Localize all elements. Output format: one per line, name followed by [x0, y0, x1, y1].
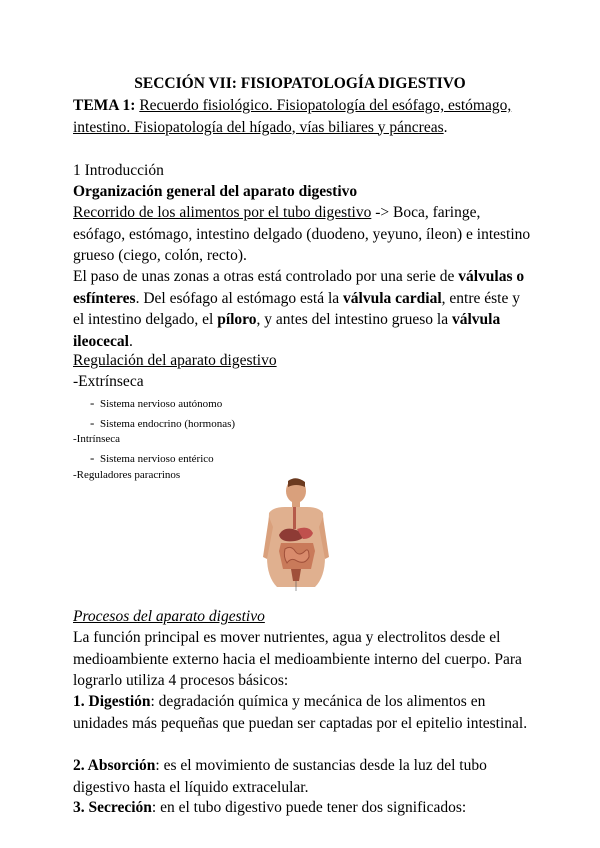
extrinseca-label: -Extrínseca	[73, 373, 144, 390]
proceso-label: 3. Secreción	[73, 799, 152, 816]
paso-bold-1: válvulas o esfínteres	[73, 268, 525, 307]
intrinseca-label: -Intrínseca	[73, 433, 121, 445]
paso-text-5: .	[128, 332, 133, 350]
proceso-label: 1. Digestión	[73, 693, 151, 710]
recorrido-heading: Recorrido de los alimentos por el tubo digestivo	[73, 204, 372, 221]
list-item	[90, 396, 222, 411]
anatomy-illustration	[263, 478, 329, 591]
proceso-text: : en el tubo digestivo puede tener dos significados:	[151, 799, 467, 816]
paso-text-2: . Del esófago al estómago está la	[135, 289, 344, 307]
digestive-system-figure	[255, 477, 337, 597]
tema-heading	[73, 95, 533, 138]
section-title: SECCIÓN VII: FISIOPATOLOGÍA DIGESTIVO	[134, 75, 466, 92]
list-item-text: Sistema endocrino (hormonas)	[100, 418, 236, 430]
paso-paragraph	[73, 266, 533, 352]
paso-bold-4: válvula ileocecal	[73, 311, 501, 350]
tema-end: .	[443, 118, 448, 136]
list-item	[90, 451, 214, 466]
paso-text-4: , y antes del intestino grueso la	[256, 311, 452, 328]
tema-label: TEMA 1:	[73, 97, 136, 114]
procesos-heading: Procesos del aparato digestivo	[73, 608, 265, 625]
paso-bold-3: píloro	[217, 311, 257, 328]
reguladores-label: -Reguladores paracrinos	[73, 469, 181, 481]
bullet-dash: -	[90, 415, 95, 430]
list-item-text: Sistema nervioso entérico	[100, 453, 214, 465]
procesos-intro: La función principal es mover nutrientes, agua y electrolitos desde el medioambiente externo hacia el medioambiente interno del cuerpo. Para lograrlo utiliza 4 procesos básicos:	[73, 629, 522, 689]
tema-text: Recuerdo fisiológico. Fisiopatología del esófago, estómago, intestino. Fisiopatología del hígado, vías biliares y páncreas	[73, 97, 512, 136]
organizacion-heading: Organización general del aparato digestivo	[73, 183, 358, 200]
list-item-text: Sistema nervioso autónomo	[100, 398, 223, 410]
proceso-secrecion	[73, 797, 533, 819]
paso-text-3: , entre éste y el intestino delgado, el	[73, 289, 520, 328]
bullet-dash: -	[90, 395, 95, 410]
regulacion-heading: Regulación del aparato digestivo	[73, 352, 277, 369]
proceso-text: : degradación química y mecánica de los alimentos en unidades más pequeñas que puedan ser captadas por el epitelio intestinal.	[73, 693, 528, 732]
proceso-text: : es el movimiento de sustancias desde la luz del tubo digestivo hasta el líquido extracelular.	[73, 757, 487, 796]
proceso-label: 2. Absorción	[73, 757, 156, 774]
recorrido-text: -> Boca, faringe, esófago, estómago, intestino delgado (duodeno, yeyuno, íleon) e intestino grueso (ciego, colón, recto).	[73, 204, 531, 264]
intro-heading: 1 Introducción	[73, 162, 164, 179]
list-item	[90, 416, 235, 431]
proceso-absorcion	[73, 755, 533, 798]
proceso-digestion	[73, 691, 533, 734]
bullet-dash: -	[90, 450, 95, 465]
paso-bold-2: válvula cardial	[343, 289, 442, 307]
recorrido-paragraph	[73, 202, 533, 267]
paso-text-1: El paso de unas zonas a otras está controlado por una serie de	[73, 268, 459, 285]
